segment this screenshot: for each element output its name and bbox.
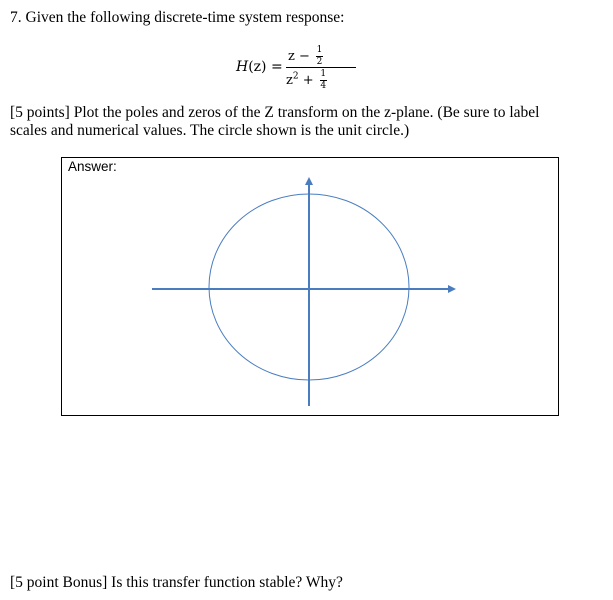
equation-lhs: H(z) = [236, 59, 283, 75]
bonus-question: [5 point Bonus] Is this transfer function stable? Why? [10, 574, 343, 591]
real-axis-arrowhead [448, 285, 456, 293]
denominator-fraction: $\frac{1}{4}$ [320, 69, 327, 91]
answer-label: Answer: [68, 159, 117, 174]
equation-numerator: z − $\frac{1}{2}$ [288, 45, 323, 67]
question-part-a: [5 points] Plot the poles and zeros of the Z transform on the z-plane. (Be sure to label scales and numerical values. The circle shown is the unit circle.) [10, 104, 540, 139]
equation-denominator: $z^2$ + $\frac{1}{4}$ [286, 69, 327, 91]
numerator-fraction: $\frac{1}{2}$ [316, 45, 323, 67]
imaginary-axis-arrowhead [305, 177, 313, 185]
question-title: 7. Given the following discrete-time system response: [10, 9, 345, 26]
